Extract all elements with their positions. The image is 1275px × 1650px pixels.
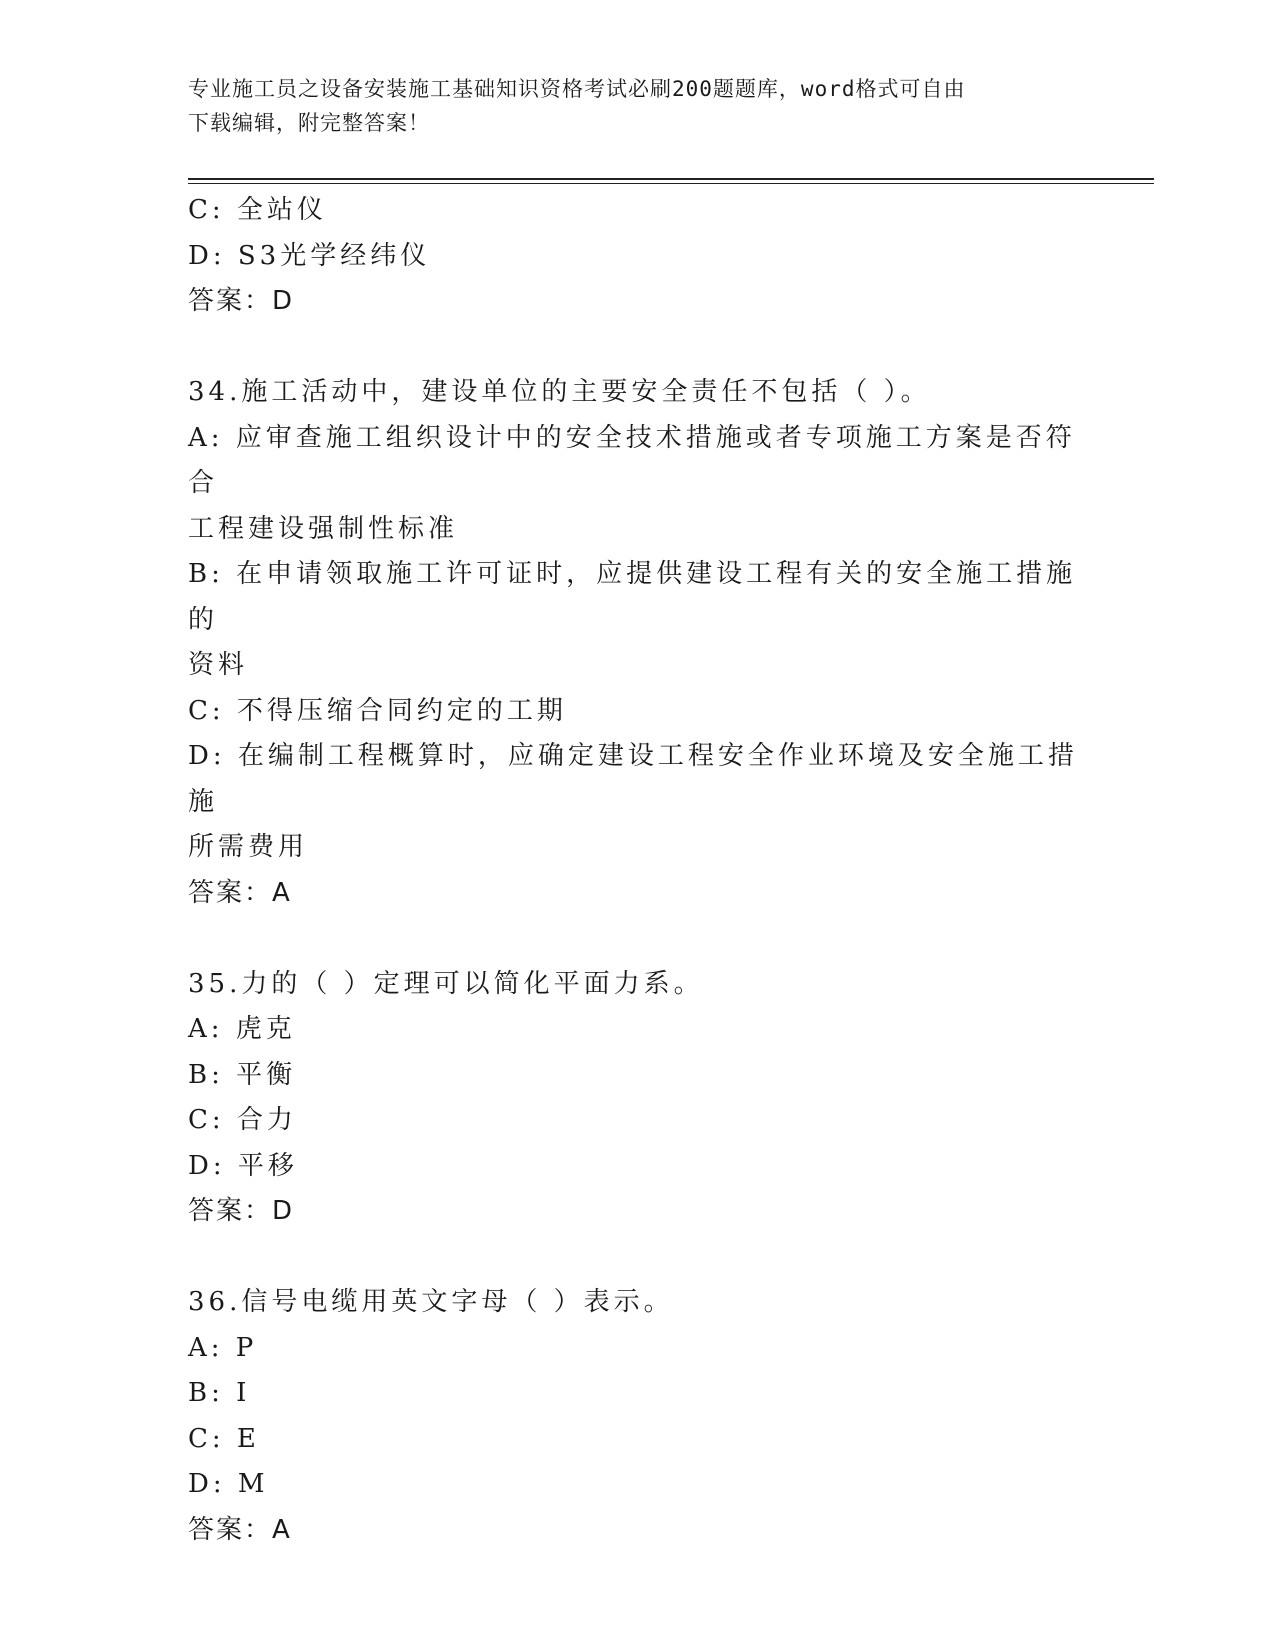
question-block-34	[188, 370, 1088, 916]
question-list	[188, 188, 1088, 1553]
option-b: B: 在申请领取施工许可证时，应提供建设工程有关的安全施工措施的	[188, 559, 1077, 635]
page-header	[188, 72, 1078, 140]
option-d-continued: 所需费用	[188, 832, 309, 862]
option-a-continued: 工程建设强制性标准	[188, 513, 459, 544]
option-b-continued: 资料	[188, 650, 249, 680]
answer: 答案：D	[188, 1196, 295, 1226]
header-line-2: 下载编辑，附完整答案！	[188, 111, 430, 135]
question-block-35	[188, 962, 1088, 1235]
spacer	[188, 325, 1088, 371]
option-c: C: 不得压缩合同约定的工期	[188, 695, 567, 726]
answer: 答案：D	[188, 286, 295, 316]
header-divider-thick	[188, 178, 1154, 180]
option-d: D: S3光学经纬仪	[188, 240, 431, 271]
option-c: C: 全站仪	[188, 195, 327, 225]
option-d: D: M	[188, 1469, 269, 1499]
question-block-prev	[188, 188, 1088, 325]
option-c: C: 合力	[188, 1105, 297, 1135]
option-d: D: 在编制工程概算时，应确定建设工程安全作业环境及安全施工措施	[188, 741, 1078, 817]
header-divider-thin	[188, 183, 1154, 184]
option-a: A: 虎克	[188, 1014, 296, 1044]
option-a: A: P	[188, 1332, 258, 1363]
option-d: D: 平移	[188, 1150, 298, 1181]
option-b: B: I	[188, 1378, 251, 1408]
spacer	[188, 916, 1088, 962]
answer: 答案：A	[188, 877, 292, 908]
question-stem: 34.施工活动中，建设单位的主要安全责任不包括（ ）。	[188, 377, 931, 407]
option-c: C: E	[188, 1423, 260, 1454]
question-stem: 36.信号电缆用英文字母（ ）表示。	[188, 1287, 674, 1317]
answer: 答案：A	[188, 1514, 292, 1545]
option-b: B: 平衡	[188, 1059, 297, 1090]
question-stem: 35.力的（ ）定理可以简化平面力系。	[188, 968, 704, 999]
header-line-1: 专业施工员之设备安装施工基础知识资格考试必刷200题题库，word格式可自由	[188, 77, 966, 101]
question-block-36	[188, 1280, 1088, 1553]
option-a: A: 应审查施工组织设计中的安全技术措施或者专项施工方案是否符合	[188, 422, 1076, 498]
spacer	[188, 1235, 1088, 1281]
